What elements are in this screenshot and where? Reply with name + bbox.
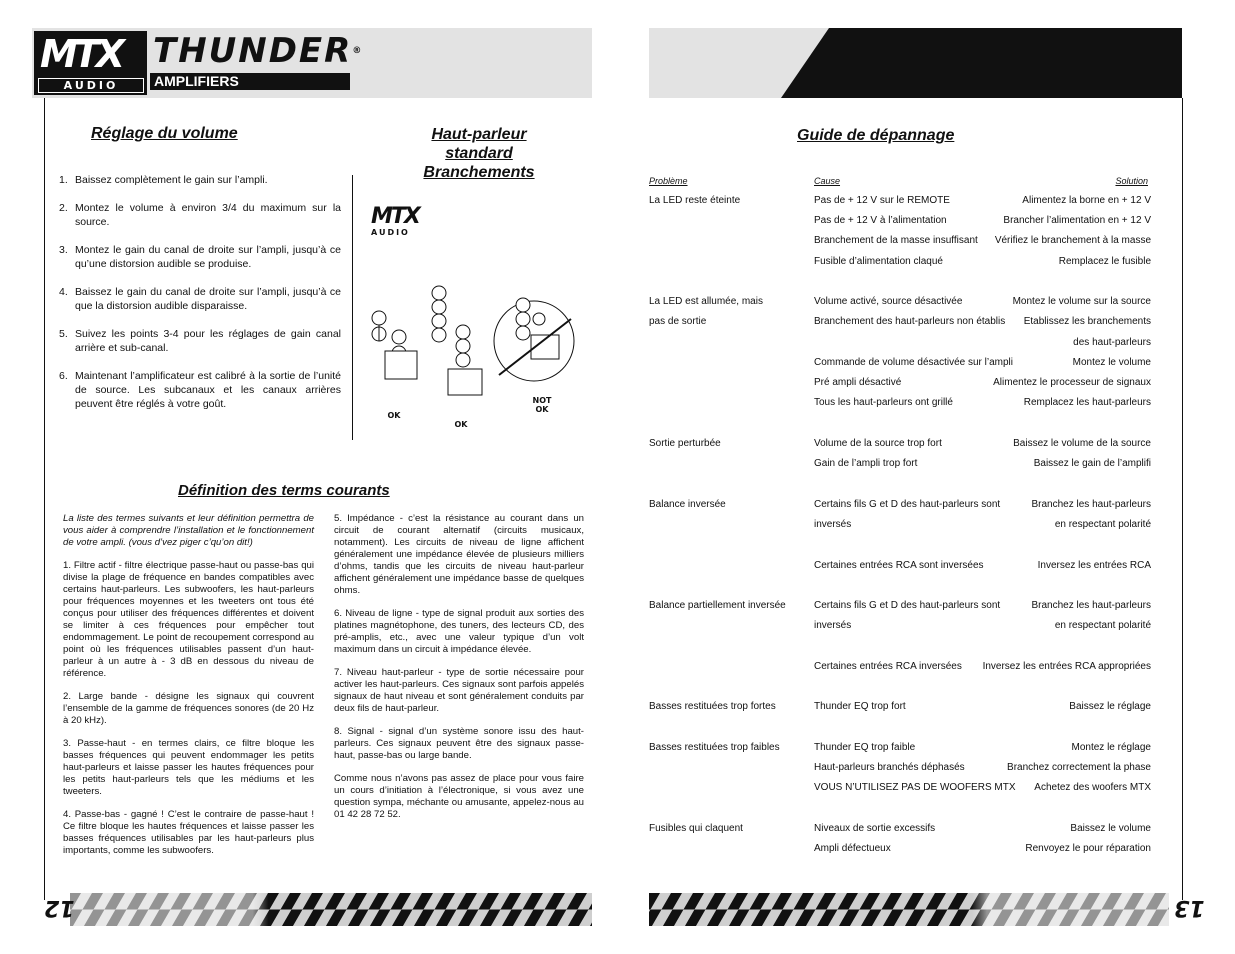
col-head-solution: Solution bbox=[1115, 176, 1148, 186]
troubleshooting-title: Guide de dépannage bbox=[797, 127, 955, 144]
definitions-column-right bbox=[334, 513, 584, 832]
definitions-intro: La liste des termes suivants et leur définition permettra de vous aider à comprendre l’installation et le fonctionnement de votre ampli. (vous d’vez piger c’qu’on dit!) bbox=[63, 513, 314, 548]
ts-cause-cell: Certaines entrées RCA sont inversées bbox=[814, 560, 984, 571]
definition-item: 1. Filtre actif - filtre électrique passe-haut ou passe-bas qui divise la plage de fréquence en bandes compatibles avec certains haut-parleurs. Les subwoofers, les haut-parleurs pour fréquences moyennes et les tweeters ont tous été conçus pour utiliser des fréquences différentes et doivent se limiter à ces fréquences pour empêcher tout endommagement. Le point de recoupement correspond au point où les fréquences utilisables passent d’un haut-parleur à un autre à - 3 dB en dessous du niveau de référence. bbox=[63, 560, 314, 679]
ts-problem-cell: pas de sortie bbox=[649, 316, 707, 327]
ts-problem-cell: Balance partiellement inversée bbox=[649, 600, 786, 611]
page-rule-right bbox=[1182, 98, 1183, 900]
ok-label-2: OK bbox=[454, 420, 468, 429]
definition-item: 5. Impédance - c’est la résistance au courant dans un circuit de courant alternatif (circuits musicaux, notamment). Les circuits de niveau de ligne affichent généralement une impédance élevée de plusieurs milliers d’ohms, tandis que les circuits de niveau haut-parleur affichent généralement une impédance basse de quelques ohms. bbox=[334, 513, 584, 596]
definitions-title: Définition des terms courants bbox=[178, 482, 390, 499]
ts-solution-cell: en respectant polarité bbox=[1054, 519, 1151, 530]
ts-solution-cell: Remplacez les haut-parleurs bbox=[1023, 397, 1151, 408]
definition-item: 2. Large bande - désigne les signaux qui couvrent l’ensemble de la gamme de fréquences sonores (de 20 Hz à 20 kHz). bbox=[63, 691, 314, 726]
mtx-audio-logo bbox=[34, 31, 147, 95]
ts-cause-cell: Certaines entrées RCA inversées bbox=[814, 661, 962, 672]
thunder-logo bbox=[153, 33, 363, 69]
page-number-right: 13 bbox=[1174, 895, 1205, 920]
ts-solution-cell: Montez le volume sur la source bbox=[1012, 296, 1151, 307]
ts-cause-cell: Branchement des haut-parleurs non établis bbox=[814, 316, 1006, 327]
ts-problem-cell: Basses restituées trop faibles bbox=[649, 742, 780, 753]
ts-problem-cell: Balance inversée bbox=[649, 499, 726, 510]
ts-solution-cell: Baissez le volume bbox=[1070, 823, 1151, 834]
ts-problem-cell: Basses restituées trop fortes bbox=[649, 701, 776, 712]
ts-cause-cell: Certains fils G et D des haut-parleurs sont bbox=[814, 499, 1001, 510]
ts-solution-cell: Renvoyez le pour réparation bbox=[1025, 843, 1151, 854]
ts-problem-cell: La LED est allumée, mais bbox=[649, 296, 763, 307]
brand-text: MTX bbox=[40, 32, 122, 76]
ts-cause-cell: Volume de la source trop fort bbox=[814, 438, 942, 449]
definition-item: Comme nous n’avons pas assez de place pour vous faire un cours d’initiation à l’électronique, si vous avez une question sympa, méchante ou amusante, appelez-nous au 01 42 28 72 52. bbox=[334, 773, 584, 820]
volume-title: Réglage du volume bbox=[91, 125, 238, 142]
ok-label-1: OK bbox=[387, 411, 401, 420]
ts-solution-cell: Etablissez les branchements bbox=[1023, 316, 1151, 327]
wiring-config-2 bbox=[432, 286, 482, 395]
ts-solution-cell: Inversez les entrées RCA bbox=[1037, 560, 1151, 571]
ts-cause-cell: Ampli défectueux bbox=[814, 843, 891, 854]
checkered-bar-right bbox=[649, 893, 1169, 926]
definitions-column-left bbox=[63, 513, 314, 868]
ts-cause-cell: Haut-parleurs branchés déphasés bbox=[814, 762, 965, 773]
ts-cause-cell: Thunder EQ trop faible bbox=[814, 742, 916, 753]
volume-steps bbox=[59, 173, 341, 425]
ts-cause-cell: Volume activé, source désactivée bbox=[814, 296, 963, 307]
wiring-title: Haut-parleur standard Branchements bbox=[423, 126, 535, 181]
product-name: THUNDER bbox=[153, 31, 353, 71]
ts-cause-cell: Pas de + 12 V à l’alimentation bbox=[814, 215, 947, 226]
ts-solution-cell: Branchez les haut-parleurs bbox=[1031, 499, 1151, 510]
ts-cause-cell: Gain de l’ampli trop fort bbox=[814, 458, 918, 469]
ts-cause-cell: Certains fils G et D des haut-parleurs sont bbox=[814, 600, 1001, 611]
registered-mark: ® bbox=[352, 46, 364, 56]
small-mtx-logo: MTX AUDIO bbox=[371, 204, 419, 237]
wiring-diagram bbox=[365, 283, 575, 413]
brand-sub-text: AUDIO bbox=[38, 78, 144, 93]
list-item: 6. Maintenant l’amplificateur est calibré à la sortie de l’unité de source. Les subcanaux et les canaux arrières peuvent être réglés à votre goût. bbox=[59, 370, 341, 410]
ts-cause-cell: VOUS N’UTILISEZ PAS DE WOOFERS MTX bbox=[814, 782, 1016, 793]
ts-cause-cell: Pas de + 12 V sur le REMOTE bbox=[814, 195, 950, 206]
header-black-wedge bbox=[649, 28, 1182, 98]
ts-problem-cell: Sortie perturbée bbox=[649, 438, 721, 449]
ts-solution-cell: Alimentez le processeur de signaux bbox=[993, 377, 1151, 388]
ts-solution-cell: Remplacez le fusible bbox=[1058, 256, 1151, 267]
ts-cause-cell: Commande de volume désactivée sur l’ampli bbox=[814, 357, 1013, 368]
definition-item: 8. Signal - signal d’un système sonore issu des haut-parleurs. Ces signaux peuvent être des signaux passe-haut, passe-bas ou large bande. bbox=[334, 726, 584, 761]
ts-cause-cell: Pré ampli désactivé bbox=[814, 377, 902, 388]
ts-solution-cell: Montez le réglage bbox=[1071, 742, 1151, 753]
list-item: 5. Suivez les points 3-4 pour les réglages de gain canal arrière et sub-canal. bbox=[59, 328, 341, 354]
ts-cause-cell: Thunder EQ trop fort bbox=[814, 701, 906, 712]
ts-solution-cell: Baissez le gain de l’amplifi bbox=[1033, 458, 1151, 469]
col-head-problem: Problème bbox=[649, 176, 688, 186]
ts-solution-cell: Alimentez la borne en + 12 V bbox=[1022, 195, 1151, 206]
wiring-config-1 bbox=[372, 311, 417, 379]
ts-solution-cell: en respectant polarité bbox=[1054, 620, 1151, 631]
col-head-cause: Cause bbox=[814, 176, 841, 186]
ts-cause-cell: Branchement de la masse insuffisant bbox=[814, 235, 978, 246]
list-item: 2. Montez le volume à environ 3/4 du maximum sur la source. bbox=[59, 202, 341, 228]
ts-cause-cell: Niveaux de sortie excessifs bbox=[814, 823, 936, 834]
ts-cause-cell: inversés bbox=[814, 519, 852, 530]
ts-solution-cell: Baissez le volume de la source bbox=[1013, 438, 1151, 449]
amplifiers-label: AMPLIFIERS bbox=[150, 73, 350, 90]
definition-item: 4. Passe-bas - gagné ! C’est le contraire de passe-haut ! Ce filtre bloque les hautes fréquences et laisse passer les basses fréquences utilisables par les haut-parleurs plus importants, comme les subwoofers. bbox=[63, 809, 314, 856]
wiring-config-3 bbox=[494, 298, 574, 381]
ts-solution-cell: Vérifiez le branchement à la masse bbox=[994, 235, 1151, 246]
not-ok-label: NOT OK bbox=[532, 396, 552, 414]
page-rule-left bbox=[44, 98, 45, 900]
page-number-left: 12 bbox=[44, 895, 75, 920]
ts-solution-cell: Inversez les entrées RCA appropriées bbox=[982, 661, 1151, 672]
section-divider bbox=[352, 175, 353, 440]
definition-item: 7. Niveau haut-parleur - type de sortie nécessaire pour activer les haut-parleurs. Ces signaux sont parfois appelés signaux de haut niveau et sont généralement conduits par deux fils de haut-parleur. bbox=[334, 667, 584, 714]
definition-item: 3. Passe-haut - en termes clairs, ce filtre bloque les basses fréquences qui peuvent endommager les petits haut-parleurs et laisse passer les hautes fréquences pour les petits haut-parleurs tels que les médiums et les tweeters. bbox=[63, 738, 314, 797]
ts-solution-cell: Brancher l’alimentation en + 12 V bbox=[1003, 215, 1151, 226]
list-item: 1. Baissez complètement le gain sur l’ampli. bbox=[59, 174, 268, 186]
ts-cause-cell: Fusible d’alimentation claqué bbox=[814, 256, 943, 267]
ts-problem-cell: Fusibles qui claquent bbox=[649, 823, 743, 834]
ts-solution-cell: Branchez correctement la phase bbox=[1007, 762, 1151, 773]
ts-problem-cell: La LED reste éteinte bbox=[649, 195, 741, 206]
ts-solution-cell: Achetez des woofers MTX bbox=[1034, 782, 1151, 793]
ts-cause-cell: inversés bbox=[814, 620, 852, 631]
ts-solution-cell: des haut-parleurs bbox=[1073, 337, 1151, 348]
ts-solution-cell: Baissez le réglage bbox=[1069, 701, 1151, 712]
ts-solution-cell: Montez le volume bbox=[1072, 357, 1151, 368]
list-item: 4. Baissez le gain du canal de droite sur l’ampli, jusqu’à ce que la distorsion audible disparaisse. bbox=[59, 286, 341, 312]
checkered-bar-left bbox=[70, 893, 592, 926]
list-item: 3. Montez le gain du canal de droite sur l’ampli, jusqu’à ce qu’une distorsion audible se produise. bbox=[59, 244, 341, 270]
definition-item: 6. Niveau de ligne - type de signal produit aux sorties des platines magnétophone, des tuners, des lecteurs CD, des pré-amplis, etc., avec une valeur typique d’un volt maximum dans un circuit à impédance élevée. bbox=[334, 608, 584, 655]
ts-cause-cell: Tous les haut-parleurs ont grillé bbox=[814, 397, 953, 408]
ts-solution-cell: Branchez les haut-parleurs bbox=[1031, 600, 1151, 611]
